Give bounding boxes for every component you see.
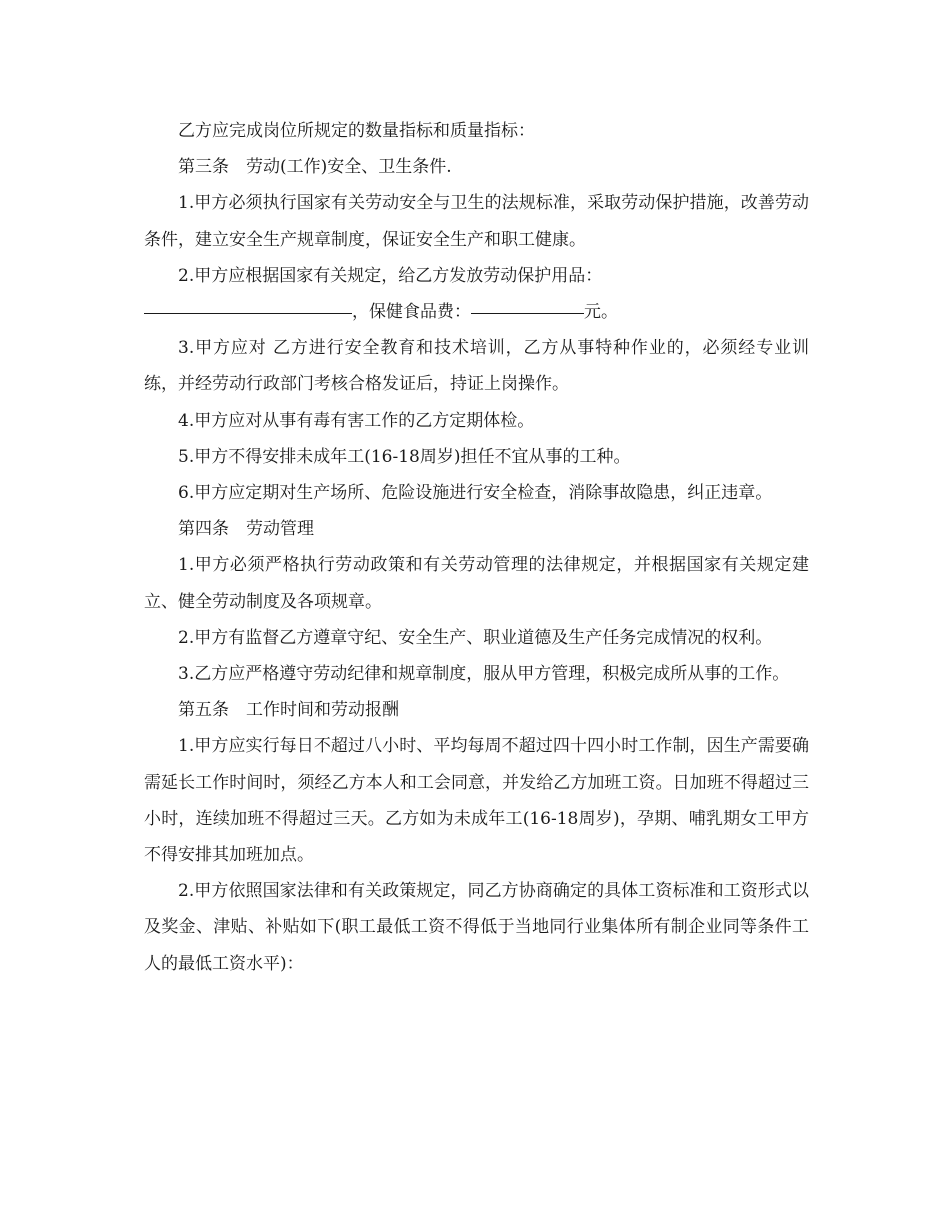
article-5-item-1: 1.甲方应实行每日不超过八小时、平均每周不超过四十四小时工作制，因生产需要确需延长工作时间时，须经乙方本人和工会同意，并发给乙方加班工资。日加班不得超过三小时，连续加班不得超过三天。乙方如为未成年工(16-18周岁)，孕期、哺乳期女工甲方不得安排其加班加点。 [144,736,809,866]
blank-field-food-allowance[interactable] [471,312,584,314]
article-3-item-1: 1.甲方必须执行国家有关劳动安全与卫生的法规标准，采取劳动保护措施，改善劳动条件，建立安全生产规章制度，保证安全生产和职工健康。 [144,193,809,250]
paragraph-1: 乙方应完成岗位所规定的数量指标和质量指标： [178,121,535,141]
article-4-item-1: 1.甲方必须严格执行劳动政策和有关劳动管理的法律规定，并根据国家有关规定建立、健全劳动制度及各项规章。 [144,555,809,612]
article-5-item-2: 2.甲方依照国家法律和有关政策规定，同乙方协商确定的具体工资标准和工资形式以及奖金、津贴、补贴如下(职工最低工资不得低于当地同行业集体所有制企业同等条件工人的最低工资水平)： [144,881,809,974]
article-3-item-2: 2.甲方应根据国家有关规定，给乙方发放劳动保护用品： [178,265,603,286]
article-3-item-4: 4.甲方应对从事有毒有害工作的乙方定期体检。 [178,410,535,431]
fill-in-line [144,294,809,330]
document-page [144,113,809,982]
article-3-item-6: 6.甲方应定期对生产场所、危险设施进行安全检查，消除事故隐患，纠正违章。 [178,483,773,504]
article-5-heading: 第五条 工作时间和劳动报酬 [178,700,399,721]
article-4-item-3: 3.乙方应严格遵守劳动纪律和规章制度，服从甲方管理，积极完成所从事的工作。 [178,664,790,685]
article-4-heading: 第四条 劳动管理 [178,519,314,540]
article-3-heading: 第三条 劳动(工作)安全、卫生条件. [178,157,452,178]
article-3-item-5: 5.甲方不得安排未成年工(16-18周岁)担任不宜从事的工种。 [178,446,631,467]
article-3-item-3: 3.甲方应对 乙方进行安全教育和技术培训，乙方从事特种作业的，必须经专业训练，并经劳动行政部门考核合格发证后，持证上岗操作。 [144,338,809,395]
fill-line-middle-text: ，保健食品费： [352,302,471,323]
fill-line-end-text: 元。 [584,302,618,323]
article-4-item-2: 2.甲方有监督乙方遵章守纪、安全生产、职业道德及生产任务完成情况的权利。 [178,627,773,648]
blank-field-protective-items[interactable] [144,312,352,314]
